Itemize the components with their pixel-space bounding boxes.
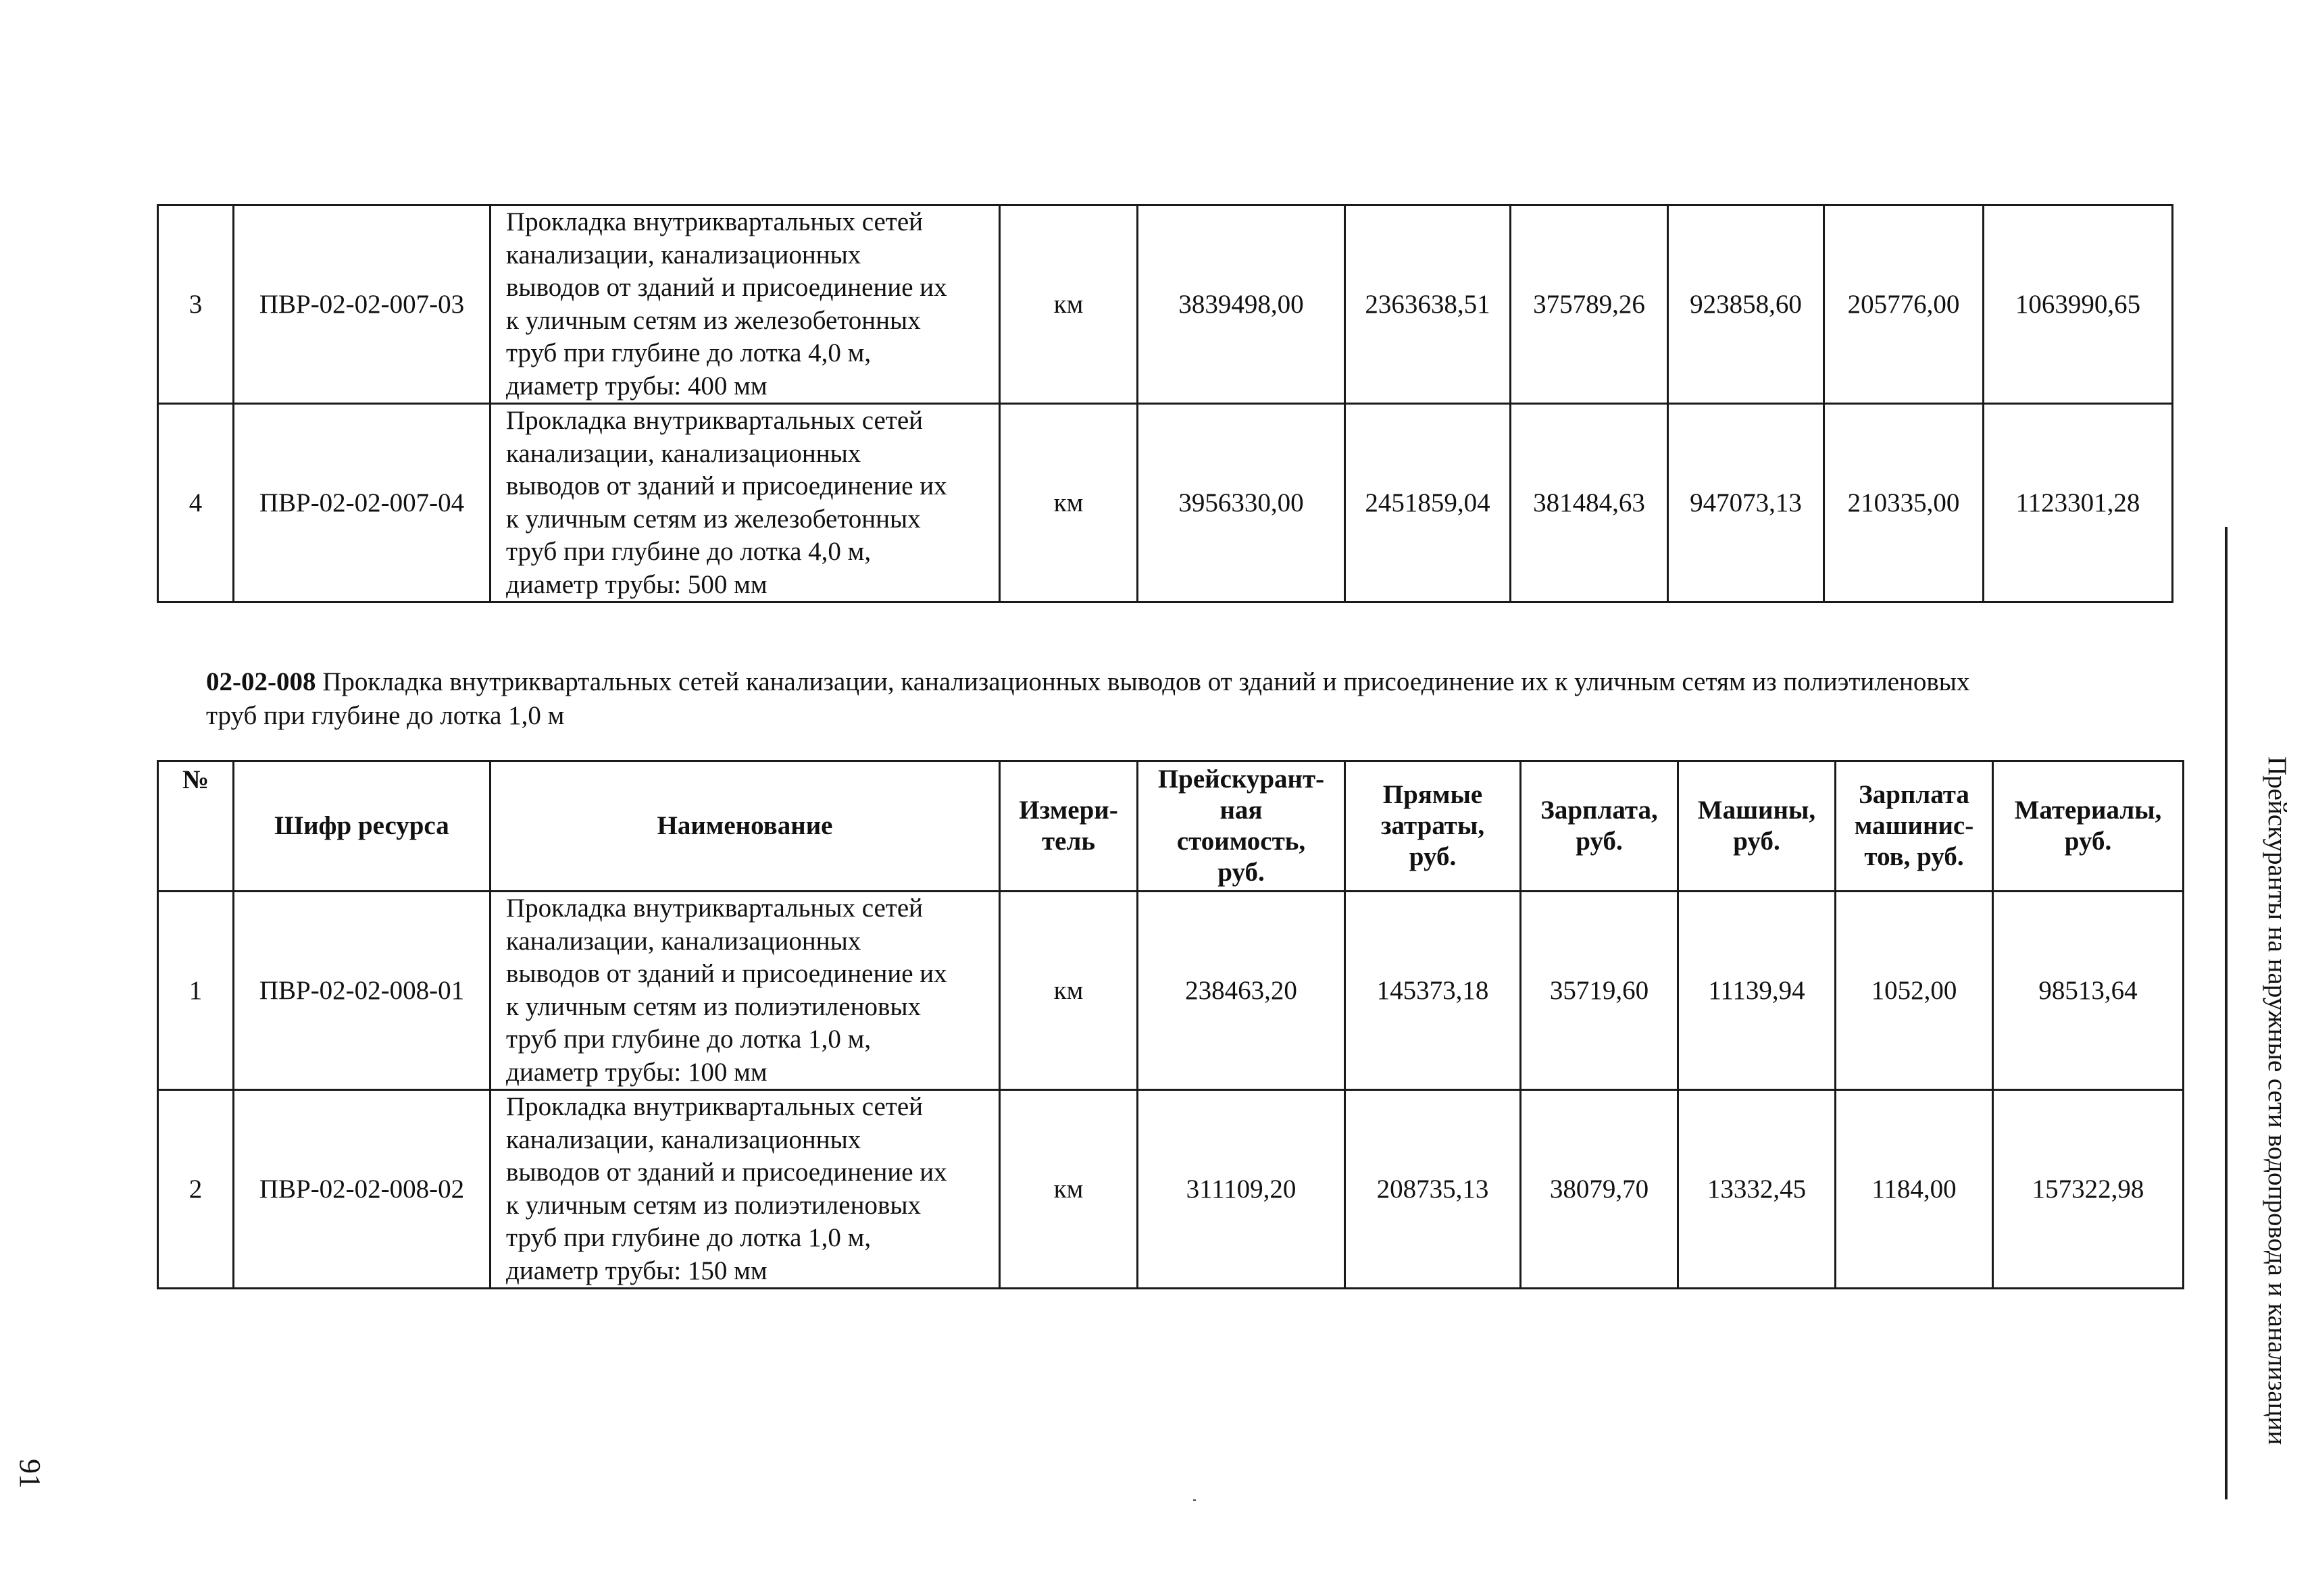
name-line: канализации, канализационных xyxy=(506,240,861,269)
header-line: руб. xyxy=(2064,827,2112,856)
row-number: 3 xyxy=(158,205,234,404)
materials-value: 98513,64 xyxy=(1993,892,2184,1090)
unit: км xyxy=(1000,1090,1138,1289)
price-value: 311109,20 xyxy=(1138,1090,1345,1289)
unit: км xyxy=(1000,892,1138,1090)
item-name xyxy=(491,1090,1000,1289)
resource-code: ПВР-02-02-008-01 xyxy=(234,892,491,1090)
direct-costs-value: 208735,13 xyxy=(1345,1090,1521,1289)
section-title-text: Прокладка внутриквартальных сетей канализации, канализационных выводов от зданий и присоединение их к уличным сетям из полиэтиленовых xyxy=(322,667,1970,696)
table-row xyxy=(158,1090,2184,1289)
page-number: 91 xyxy=(14,1459,47,1489)
name-line: к уличным сетям из железобетонных xyxy=(506,504,921,534)
row-number: 2 xyxy=(158,1090,234,1289)
name-line: диаметр трубы: 100 мм xyxy=(506,1057,768,1087)
side-caption: Прейскуранты на наружные сети водопровода и канализации xyxy=(2263,756,2292,1445)
header-direct-costs xyxy=(1345,761,1521,892)
header-line: Зарплата, xyxy=(1540,796,1658,825)
section-heading xyxy=(206,665,2138,733)
resource-code: ПВР-02-02-008-02 xyxy=(234,1090,491,1289)
header-line: затраты, xyxy=(1380,811,1485,840)
machines-value: 947073,13 xyxy=(1668,404,1824,602)
direct-costs-value: 2363638,51 xyxy=(1345,205,1511,404)
materials-value: 1123301,28 xyxy=(1984,404,2173,602)
name-line: диаметр трубы: 150 мм xyxy=(506,1256,768,1285)
header-line: Измери- xyxy=(1019,796,1118,825)
resource-code: ПВР-02-02-007-03 xyxy=(234,205,491,404)
section-heading-line xyxy=(206,665,2138,699)
direct-costs-value: 2451859,04 xyxy=(1345,404,1511,602)
unit: км xyxy=(1000,404,1138,602)
machines-value: 13332,45 xyxy=(1678,1090,1836,1289)
item-name xyxy=(491,892,1000,1090)
header-line: руб. xyxy=(1409,842,1457,871)
header-name: Наименование xyxy=(491,761,1000,892)
name-line: Прокладка внутриквартальных сетей xyxy=(506,894,924,923)
name-line: Прокладка внутриквартальных сетей xyxy=(506,406,924,435)
name-line: канализации, канализационных xyxy=(506,1125,861,1154)
header-machines xyxy=(1678,761,1836,892)
machines-value: 11139,94 xyxy=(1678,892,1836,1090)
header-number: № xyxy=(158,761,234,892)
header-line: Прямые xyxy=(1382,780,1483,809)
name-line: труб при глубине до лотка 4,0 м, xyxy=(506,537,872,566)
name-line: диаметр трубы: 400 мм xyxy=(506,371,768,401)
header-line: Материалы, xyxy=(2014,796,2162,825)
header-unit xyxy=(1000,761,1138,892)
name-line: к уличным сетям из полиэтиленовых xyxy=(506,992,922,1021)
header-line: Зарплата xyxy=(1859,780,1969,809)
scan-speck xyxy=(1193,1499,1196,1501)
header-line: руб. xyxy=(1733,827,1780,856)
machinist-salary-value: 1052,00 xyxy=(1836,892,1993,1090)
name-line: труб при глубине до лотка 1,0 м, xyxy=(506,1025,872,1054)
header-row xyxy=(158,761,2184,892)
unit: км xyxy=(1000,205,1138,404)
salary-value: 375789,26 xyxy=(1511,205,1668,404)
name-line: выводов от зданий и присоединение их xyxy=(506,273,947,302)
section-title-continuation: труб при глубине до лотка 1,0 м xyxy=(206,701,565,730)
salary-value: 381484,63 xyxy=(1511,404,1668,602)
header-materials xyxy=(1993,761,2184,892)
header-line: руб. xyxy=(1217,858,1265,887)
salary-value: 35719,60 xyxy=(1521,892,1678,1090)
direct-costs-value: 145373,18 xyxy=(1345,892,1521,1090)
name-line: Прокладка внутриквартальных сетей xyxy=(506,1092,924,1121)
price-value: 238463,20 xyxy=(1138,892,1345,1090)
price-value: 3839498,00 xyxy=(1138,205,1345,404)
machinist-salary-value: 210335,00 xyxy=(1824,404,1984,602)
table-row xyxy=(158,892,2184,1090)
name-line: диаметр трубы: 500 мм xyxy=(506,569,768,599)
materials-value: 1063990,65 xyxy=(1984,205,2173,404)
name-line: выводов от зданий и присоединение их xyxy=(506,471,947,500)
name-line: выводов от зданий и присоединение их xyxy=(506,1158,947,1187)
name-line: к уличным сетям из железобетонных xyxy=(506,305,921,335)
name-line: канализации, канализационных xyxy=(506,438,861,468)
resource-code: ПВР-02-02-007-04 xyxy=(234,404,491,602)
header-price xyxy=(1138,761,1345,892)
header-line: ная xyxy=(1219,796,1263,825)
table-02-02-007-continued xyxy=(157,204,2173,603)
name-line: Прокладка внутриквартальных сетей xyxy=(506,207,924,236)
machines-value: 923858,60 xyxy=(1668,205,1824,404)
machinist-salary-value: 205776,00 xyxy=(1824,205,1984,404)
row-number: 1 xyxy=(158,892,234,1090)
price-value: 3956330,00 xyxy=(1138,404,1345,602)
materials-value: 157322,98 xyxy=(1993,1090,2184,1289)
name-line: канализации, канализационных xyxy=(506,926,861,956)
header-machinist-salary xyxy=(1836,761,1993,892)
table-row xyxy=(158,404,2173,602)
name-line: труб при глубине до лотка 4,0 м, xyxy=(506,338,872,367)
machinist-salary-value: 1184,00 xyxy=(1836,1090,1993,1289)
section-code: 02-02-008 xyxy=(206,667,316,696)
header-salary xyxy=(1521,761,1678,892)
header-line: руб. xyxy=(1576,827,1623,856)
header-line: Прейскурант- xyxy=(1157,765,1325,794)
table-row xyxy=(158,205,2173,404)
table-02-02-008 xyxy=(157,760,2184,1289)
item-name xyxy=(491,404,1000,602)
item-name xyxy=(491,205,1000,404)
header-line: тель xyxy=(1042,827,1095,856)
header-line: машинис- xyxy=(1854,811,1974,840)
name-line: к уличным сетям из полиэтиленовых xyxy=(506,1190,922,1220)
header-line: тов, руб. xyxy=(1864,842,1964,871)
name-line: труб при глубине до лотка 1,0 м, xyxy=(506,1223,872,1252)
header-code: Шифр ресурса xyxy=(234,761,491,892)
side-divider xyxy=(2225,527,2228,1499)
salary-value: 38079,70 xyxy=(1521,1090,1678,1289)
row-number: 4 xyxy=(158,404,234,602)
header-line: Машины, xyxy=(1697,796,1816,825)
name-line: выводов от зданий и присоединение их xyxy=(506,959,947,988)
header-line: стоимость, xyxy=(1176,827,1306,856)
